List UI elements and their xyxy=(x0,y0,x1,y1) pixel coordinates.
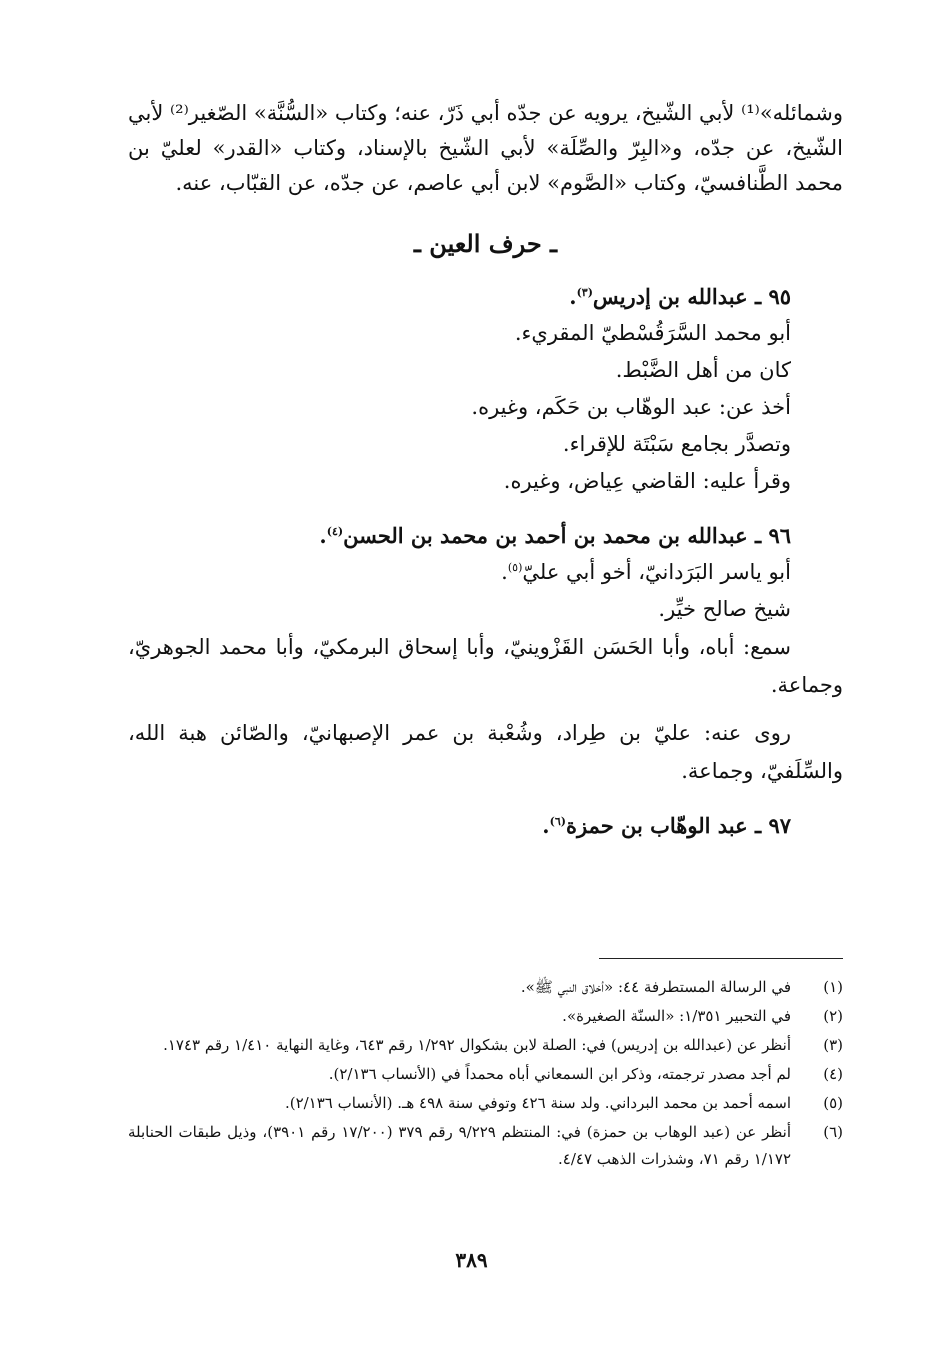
entry-96 xyxy=(128,518,843,790)
intro-paragraph: وشمائله»⁽¹⁾ لأبي الشّيخ، يرويه عن جدّه أبي ذَرّ، عنه؛ وكتاب «السُّنَّة» الصّغير⁽²⁾ لأبي الشّيخ، عن جدّه، و«البِرّ والصِّلَة» لأبي الشّيخ بالإسناد، وكتاب «القدر» لعليّ بن محمد الطَّنافسيّ، وكتاب «الصَّوم» لابن أبي عاصم، عن جدّه، عن القبّاب، عنه. xyxy=(128,101,843,195)
page-number: ٣٨٩ xyxy=(455,1248,488,1272)
entry-title-text: ٩٦ ـ عبدالله بن محمد بن أحمد بن محمد بن الحسن xyxy=(343,523,791,548)
footnote-item xyxy=(128,1119,843,1173)
entry-title-tail: . xyxy=(569,284,577,309)
entry-97 xyxy=(128,808,843,844)
page-body xyxy=(128,96,843,844)
footnote-text: في التحبير ١/٣٥١: «السنّة الصغيرة». xyxy=(562,1007,791,1025)
footnote-text: في الرسالة المستطرفة ٤٤: «أخلاق النبي ﷺ». xyxy=(520,978,791,996)
entry-line-text: أبو ياسر البَرَدانيّ، أخو أبي عليّ xyxy=(522,560,791,584)
entry-line: شيخ صالح خيِّر. xyxy=(658,597,791,621)
footnote-text: أنظر عن (عبد الوهاب بن حمزة) في: المنتظم ٩/٢٢٩ رقم ٣٧٩ (١٧/٢٠٠ رقم ٣٩٠١)، وذيل طبقات الحنابلة ١/١٧٢ رقم ٧١، وشذرات الذهب ٤/٤٧. xyxy=(128,1123,792,1168)
footnote-item xyxy=(128,974,843,1001)
entry-title-tail: . xyxy=(542,813,550,838)
footnote-text: لم أجد مصدر ترجمته، وذكر ابن السمعاني أباه محمداً في (الأنساب ٢/١٣٦). xyxy=(328,1065,791,1083)
entry-title-text: ٩٥ ـ عبدالله بن إدريس xyxy=(592,284,791,309)
entry-line: أبو محمد السَّرَقُسْطيّ المقريء. xyxy=(514,321,791,345)
entry-paragraph: سمع: أباه، وأبا الحَسَن القَزْوينيّ، وأبا إسحاق البرمكيّ، وأبا محمد الجوهريّ، وجماعة. xyxy=(128,635,843,697)
entry-line: وتصدَّر بجامع سَبْتَة للإقراء. xyxy=(562,432,791,456)
footnote-number: (٣) xyxy=(823,1036,843,1054)
entry-title xyxy=(128,518,843,554)
footnote-number: (١) xyxy=(823,978,843,996)
section-heading: ـ حرف العين ـ xyxy=(413,229,558,258)
entry-paragraph: روى عنه: عليّ بن طِراد، وشُعْبة بن عمر الإصبهانيّ، والصّائن هبة الله، والسِّلَفيّ، وجماعة. xyxy=(128,721,843,783)
footnote-text: اسمه أحمد بن محمد البرداني. ولد سنة ٤٢٦ وتوفي سنة ٤٩٨ هـ. (الأنساب ٢/١٣٦). xyxy=(284,1094,791,1112)
footnote-marker: (٤) xyxy=(326,525,344,538)
entry-title-text: ٩٧ ـ عبد الوهّاب بن حمزة xyxy=(565,813,791,838)
footnote-marker: (٣) xyxy=(576,286,593,299)
footnote-number: (٦) xyxy=(823,1123,843,1141)
footnote-number: (٤) xyxy=(823,1065,843,1083)
entry-title-tail: . xyxy=(319,523,327,548)
entry-line: وقرأ عليه: القاضي عِياض، وغيره. xyxy=(503,469,791,493)
entry-line xyxy=(128,554,843,591)
entry-95 xyxy=(128,279,843,500)
footnote-item xyxy=(128,1032,843,1059)
footnote-item xyxy=(128,1090,843,1117)
footnotes xyxy=(128,974,843,1175)
footnote-number: (٢) xyxy=(823,1007,843,1025)
entry-title xyxy=(128,808,843,844)
footnote-number: (٥) xyxy=(823,1094,843,1112)
footnote-text: أنظر عن (عبدالله بن إدريس) في: الصلة لابن بشكوال ١/٢٩٢ رقم ٦٤٣، وغاية النهاية ١/٤١٠ رقم ١٧٤٣. xyxy=(163,1036,791,1054)
footnote-separator xyxy=(599,958,843,959)
footnote-item xyxy=(128,1061,843,1088)
footnote-item xyxy=(128,1003,843,1030)
footnote-marker: (٥) xyxy=(507,561,523,574)
entry-line: كان من أهل الضَّبْط. xyxy=(615,358,791,382)
entry-title xyxy=(128,279,843,315)
footnote-marker: (٦) xyxy=(549,815,566,828)
entry-line: أخذ عن: عبد الوهّاب بن حَكَم، وغيره. xyxy=(471,395,791,419)
entry-line-tail: . xyxy=(501,560,508,584)
